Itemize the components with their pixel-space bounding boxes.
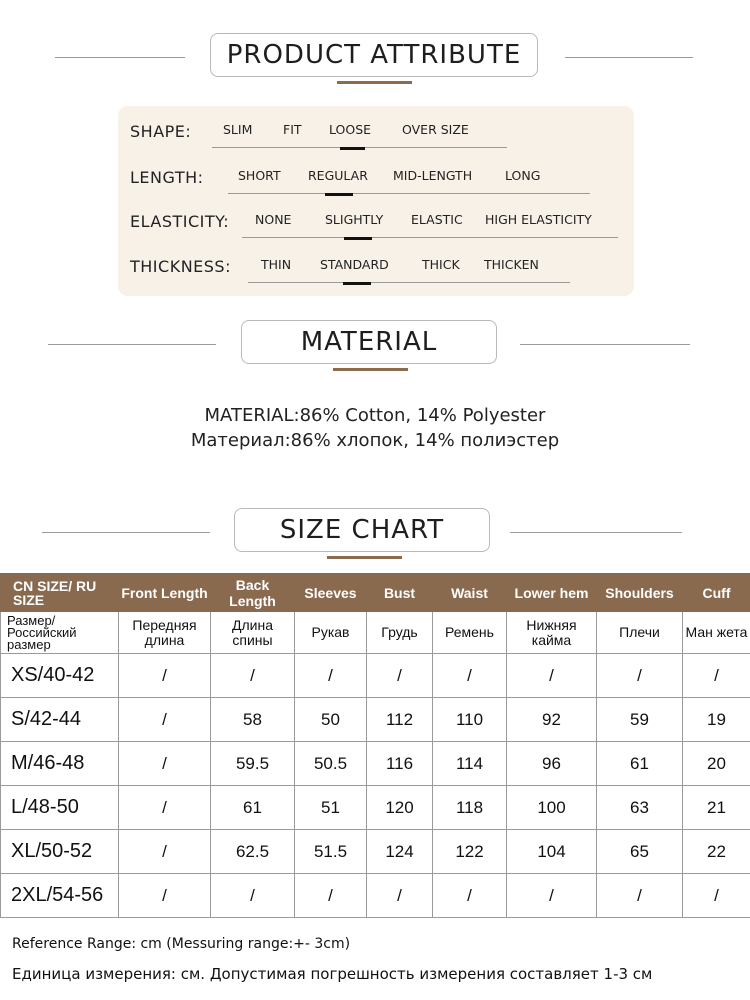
table-row	[1, 742, 750, 786]
table-cell: 50	[295, 698, 367, 742]
table-cell: /	[295, 874, 367, 918]
size-cell: S/42-44	[1, 698, 119, 742]
table-cell: /	[119, 654, 211, 698]
row-rule	[242, 237, 618, 238]
table-cell: 124	[367, 830, 433, 874]
attribute-panel	[118, 106, 634, 296]
header-cell: Bust	[367, 574, 433, 612]
table-row	[1, 874, 750, 918]
table-cell: 92	[507, 698, 597, 742]
table-cell: /	[119, 698, 211, 742]
header-accent	[327, 556, 402, 559]
section-title: MATERIAL	[241, 320, 497, 364]
option: NONE	[255, 212, 292, 227]
size-table	[0, 573, 750, 918]
header-cell: Waist	[433, 574, 507, 612]
table-cell: /	[683, 654, 750, 698]
header-cell: Sleeves	[295, 574, 367, 612]
size-cell: L/48-50	[1, 786, 119, 830]
header-accent	[337, 81, 412, 84]
header-rule-left	[48, 344, 216, 345]
table-cell: /	[211, 874, 295, 918]
header-cell: Shoulders	[597, 574, 683, 612]
size-cell: XL/50-52	[1, 830, 119, 874]
option-selected: REGULAR	[308, 168, 368, 183]
option: LONG	[505, 168, 541, 183]
table-cell: /	[367, 654, 433, 698]
table-cell: 122	[433, 830, 507, 874]
table-cell: 21	[683, 786, 750, 830]
table-cell: 100	[507, 786, 597, 830]
table-cell: 51	[295, 786, 367, 830]
option: FIT	[283, 122, 302, 137]
ru-header-cell: Ремень	[433, 612, 507, 654]
table-cell: /	[119, 786, 211, 830]
ru-header-cell: Ман жета	[683, 612, 750, 654]
attribute-label: SHAPE:	[130, 122, 192, 141]
ru-header-cell: Грудь	[367, 612, 433, 654]
header-cell: Cuff	[683, 574, 750, 612]
table-cell: 61	[211, 786, 295, 830]
reference-range-note-ru: Единица измерения: см. Допустимая погрешность измерения составляет 1-3 см	[12, 965, 653, 983]
option: THICKEN	[484, 257, 539, 272]
ru-header-cell: Размер/ Российский размер	[1, 612, 119, 654]
header-rule-left	[55, 57, 185, 58]
table-cell: 58	[211, 698, 295, 742]
header-rule-right	[510, 532, 682, 533]
table-cell: /	[295, 654, 367, 698]
table-cell: 116	[367, 742, 433, 786]
table-cell: 65	[597, 830, 683, 874]
table-cell: 59	[597, 698, 683, 742]
attribute-row-thickness	[130, 253, 620, 283]
selected-marker	[340, 147, 365, 150]
ru-header-cell: Плечи	[597, 612, 683, 654]
option: ELASTIC	[411, 212, 463, 227]
section-title: SIZE CHART	[234, 508, 490, 552]
header-rule-right	[565, 57, 693, 58]
russian-header-row	[1, 612, 750, 654]
table-cell: 61	[597, 742, 683, 786]
material-russian: Материал:86% хлопок, 14% полиэстер	[190, 430, 560, 451]
table-cell: 63	[597, 786, 683, 830]
ru-header-cell: Длина спины	[211, 612, 295, 654]
product-attribute-header	[0, 33, 750, 81]
table-cell: 110	[433, 698, 507, 742]
attribute-label: LENGTH:	[130, 168, 204, 187]
header-accent	[333, 368, 408, 371]
section-title: PRODUCT ATTRIBUTE	[210, 33, 538, 77]
table-cell: /	[597, 654, 683, 698]
table-row	[1, 654, 750, 698]
attribute-row-shape	[130, 118, 620, 148]
header-row	[1, 574, 750, 612]
attribute-label: THICKNESS:	[130, 257, 231, 276]
option-selected: LOOSE	[329, 122, 372, 137]
selected-marker	[325, 193, 353, 196]
table-cell: 22	[683, 830, 750, 874]
table-cell: /	[683, 874, 750, 918]
header-cell: Front Length	[119, 574, 211, 612]
option: SLIM	[223, 122, 253, 137]
table-cell: /	[119, 874, 211, 918]
selected-marker	[344, 237, 372, 240]
table-cell: 51.5	[295, 830, 367, 874]
table-cell: /	[507, 874, 597, 918]
table-row	[1, 786, 750, 830]
option-selected: SLIGHTLY	[325, 212, 384, 227]
table-cell: /	[433, 654, 507, 698]
size-cell: XS/40-42	[1, 654, 119, 698]
table-cell: /	[119, 830, 211, 874]
table-cell: 104	[507, 830, 597, 874]
material-header	[0, 320, 750, 368]
table-cell: 120	[367, 786, 433, 830]
header-cell: CN SIZE/ RU SIZE	[1, 574, 119, 612]
option: HIGH ELASTICITY	[485, 212, 592, 227]
table-row	[1, 830, 750, 874]
attribute-label: ELASTICITY:	[130, 212, 230, 231]
selected-marker	[343, 282, 371, 285]
row-rule	[228, 193, 590, 194]
table-cell: 19	[683, 698, 750, 742]
option: SHORT	[238, 168, 281, 183]
table-cell: 59.5	[211, 742, 295, 786]
table-cell: /	[211, 654, 295, 698]
option: THICK	[422, 257, 460, 272]
ru-header-cell: Передняя длина	[119, 612, 211, 654]
option-selected: STANDARD	[320, 257, 389, 272]
header-rule-right	[520, 344, 690, 345]
size-cell: 2XL/54-56	[1, 874, 119, 918]
option: MID-LENGTH	[393, 168, 473, 183]
reference-range-note: Reference Range: cm (Messuring range:+- 3cm)	[12, 936, 351, 952]
table-cell: 112	[367, 698, 433, 742]
option: THIN	[261, 257, 292, 272]
table-cell: 96	[507, 742, 597, 786]
header-rule-left	[42, 532, 210, 533]
table-row	[1, 698, 750, 742]
ru-header-cell: Нижняя кайма	[507, 612, 597, 654]
table-cell: 62.5	[211, 830, 295, 874]
material-english: MATERIAL:86% Cotton, 14% Polyester	[204, 405, 546, 426]
table-cell: /	[367, 874, 433, 918]
ru-header-cell: Рукав	[295, 612, 367, 654]
attribute-row-length	[130, 164, 620, 194]
table-cell: /	[433, 874, 507, 918]
row-rule	[248, 282, 570, 283]
table-cell: /	[597, 874, 683, 918]
option: OVER SIZE	[402, 122, 469, 137]
table-cell: /	[507, 654, 597, 698]
table-cell: 118	[433, 786, 507, 830]
header-cell: Lower hem	[507, 574, 597, 612]
table-cell: 20	[683, 742, 750, 786]
size-cell: M/46-48	[1, 742, 119, 786]
table-cell: 114	[433, 742, 507, 786]
size-chart-header	[0, 508, 750, 556]
table-cell: /	[119, 742, 211, 786]
table-cell: 50.5	[295, 742, 367, 786]
header-cell: Back Length	[211, 574, 295, 612]
attribute-row-elasticity	[130, 208, 620, 238]
